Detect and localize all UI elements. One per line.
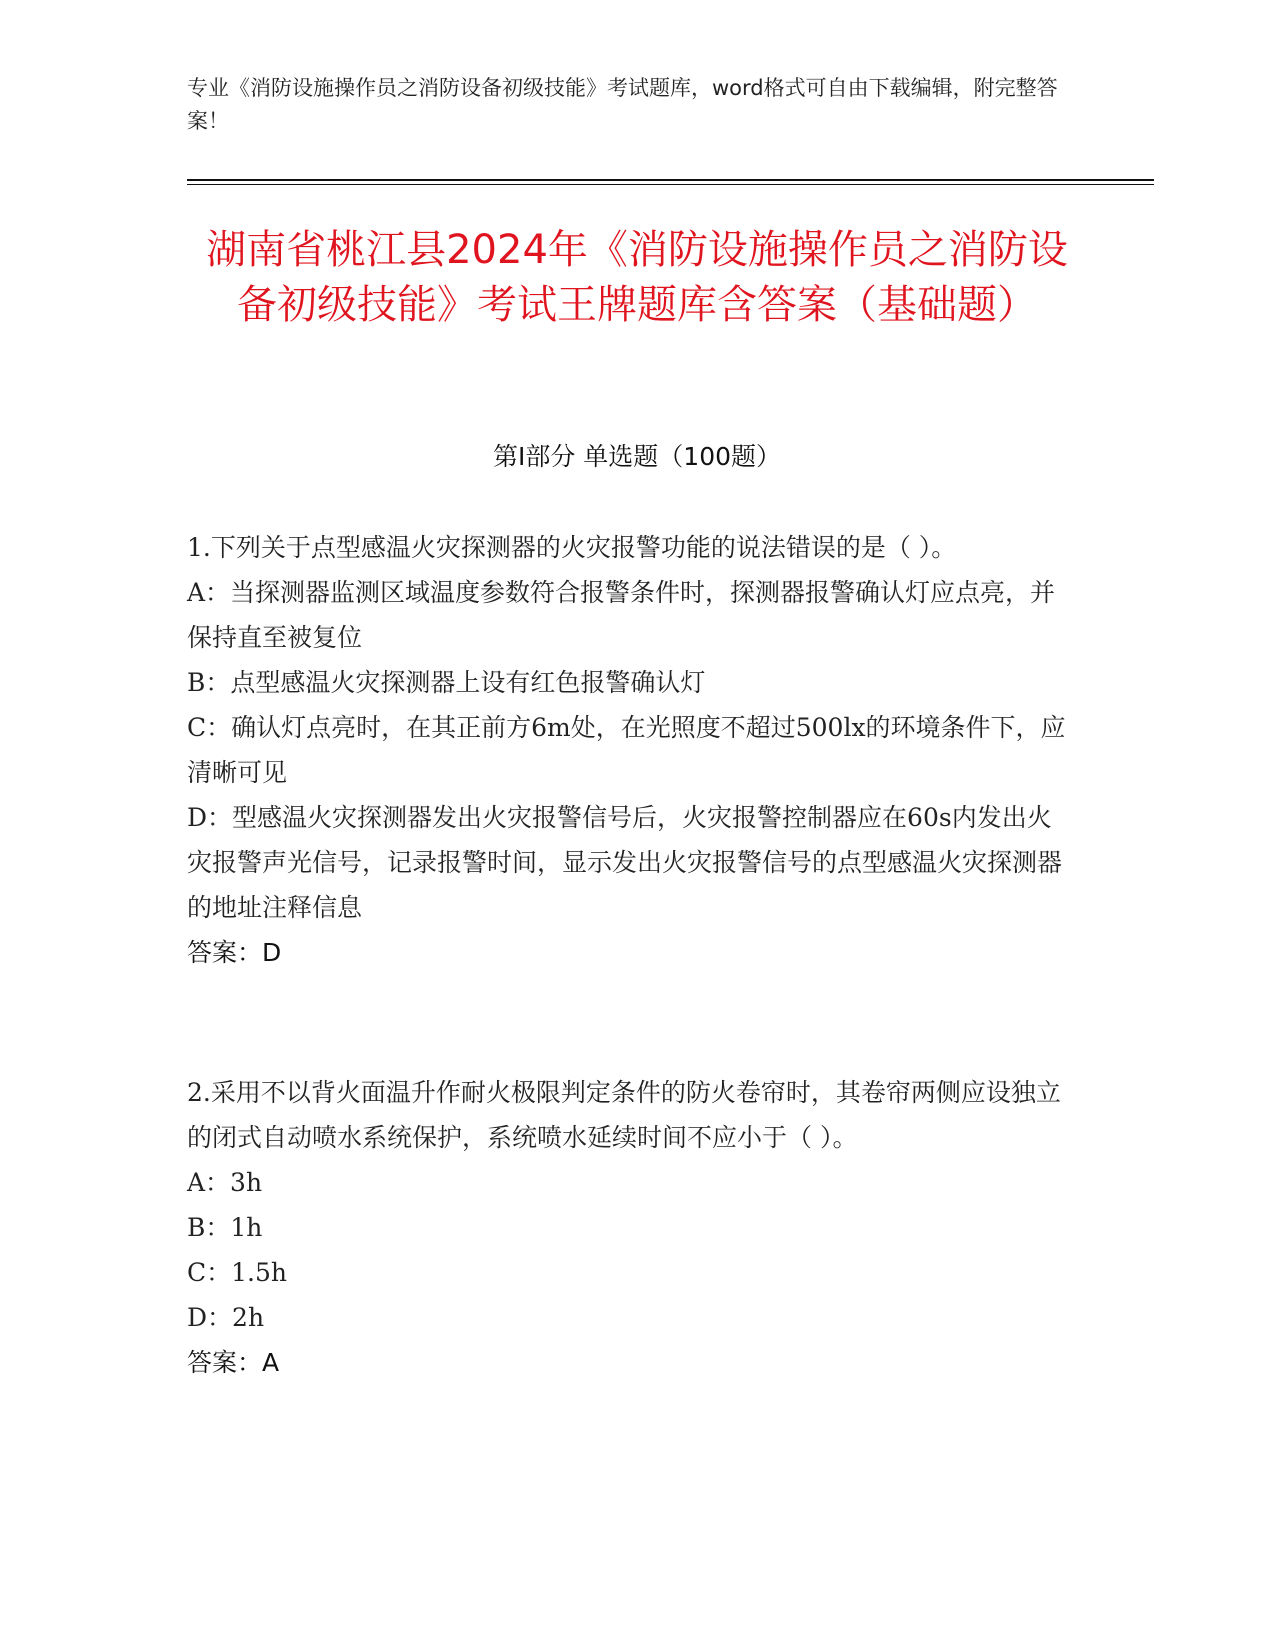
question-stem: 2.采用不以背火面温升作耐火极限判定条件的防火卷帘时，其卷帘两侧应设独立的闭式自动喷水系统保护，系统喷水延续时间不应小于（ ）。: [187, 1078, 1061, 1152]
answer-line: 答案：A: [187, 1348, 280, 1377]
section-heading: 第Ⅰ部分 单选题（100题）: [492, 442, 782, 471]
question-stem: 1.下列关于点型感温火灾探测器的火灾报警功能的说法错误的是（ ）。: [187, 533, 957, 562]
option-a: A：当探测器监测区域温度参数符合报警条件时，探测器报警确认灯应点亮，并保持直至被复位: [187, 578, 1056, 652]
question-2: [187, 1070, 1067, 1385]
option-a: A：3h: [187, 1168, 263, 1197]
option-b: B：1h: [187, 1213, 263, 1242]
question-1: [187, 525, 1067, 975]
header-divider-thin: [187, 184, 1154, 185]
option-c: C：1.5h: [187, 1258, 287, 1287]
option-d: D：型感温火灾探测器发出火灾报警信号后，火灾报警控制器应在60s内发出火灾报警声光信号，记录报警时间，显示发出火灾报警信号的点型感温火灾探测器的地址注释信息: [187, 803, 1063, 922]
option-c: C：确认灯点亮时，在其正前方6m处，在光照度不超过500lx的环境条件下，应清晰可见: [187, 713, 1066, 787]
header-note: 专业《消防设施操作员之消防设备初级技能》考试题库，word格式可自由下载编辑，附完整答案！: [187, 76, 1058, 133]
document-title: 湖南省桃江县2024年《消防设施操作员之消防设备初级技能》考试王牌题库含答案（基础题）: [206, 227, 1068, 328]
answer-line: 答案：D: [187, 938, 282, 967]
option-b: B：点型感温火灾探测器上设有红色报警确认灯: [187, 668, 706, 697]
header-divider-thick: [187, 179, 1154, 181]
option-d: D：2h: [187, 1303, 265, 1332]
